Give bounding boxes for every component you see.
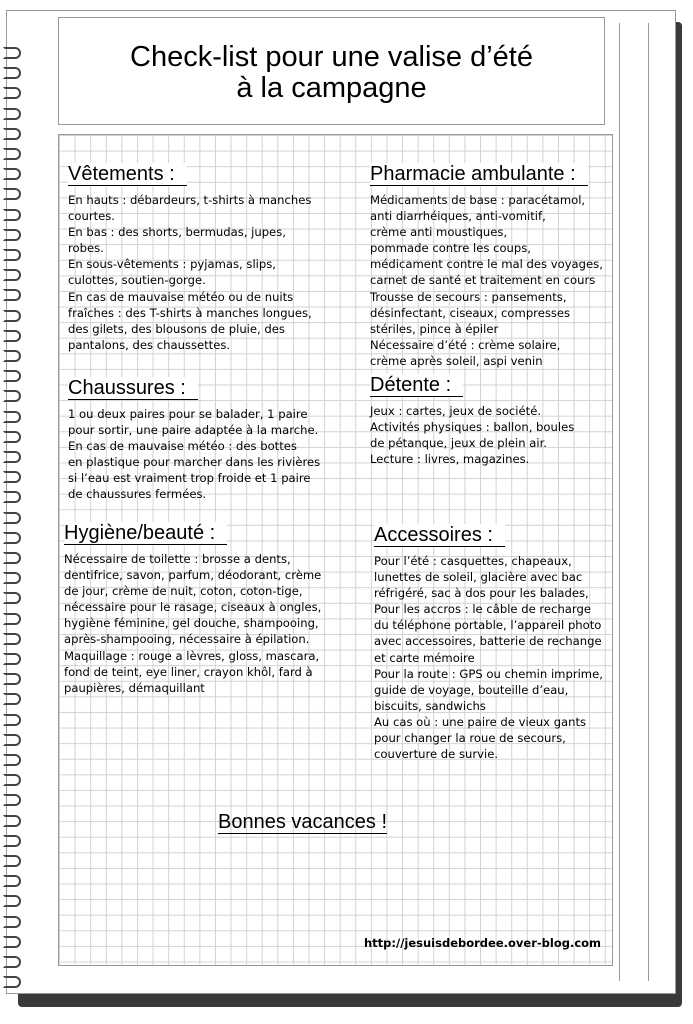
text-line: de chaussures fermées. [68,487,207,502]
binding-ring [3,592,21,604]
binding-ring [3,249,21,261]
binding-ring [3,976,21,988]
binding-ring [3,451,21,463]
text-line: En sous-vêtements : pyjamas, slips, [68,257,276,272]
margin-strip [619,23,649,981]
binding-ring [3,128,21,140]
binding-ring [3,754,21,766]
text-line: médicament contre le mal des voyages, [370,257,603,272]
binding-ring [3,108,21,120]
binding-ring [3,67,21,79]
text-line: carnet de santé et traitement en cours [370,273,596,288]
text-line: Trousse de secours : pansements, [370,289,567,304]
title-line-1: Check-list pour une valise d’été [130,41,533,73]
text-line: culottes, soutien-gorge. [68,273,206,288]
binding-ring [3,613,21,625]
text-line: dentifrice, savon, parfum, déodorant, crème [64,568,322,583]
section-chaussures [68,377,320,503]
binding-ring [3,512,21,524]
text-line: avec accessoires, batterie de rechange [374,634,602,649]
text-line: crème anti moustiques, [370,225,508,240]
binding-ring [3,330,21,342]
text-line: biscuits, sandwichs [374,698,486,713]
text-line: Pour les accros : le câble de recharge [374,602,591,617]
text-line: des gilets, des blousons de pluie, des [68,321,285,336]
text-line: crème après soleil, aspi venin [370,353,543,368]
text-line: courtes. [68,209,115,224]
text-line: couverture de survie. [374,747,499,762]
text-line: pour changer la roue de secours, [374,731,566,746]
title-line-2: à la campagne [236,72,427,104]
section-heading: Accessoires : [374,524,505,547]
text-line: Au cas où : une paire de vieux gants [374,714,587,729]
binding-ring [3,572,21,584]
binding-ring [3,633,21,645]
page-title [59,18,604,104]
text-line: pantalons, des chaussettes. [68,337,231,352]
section-body [64,551,321,696]
section-body [68,192,312,353]
section-detente [370,374,574,467]
section-body [68,406,320,503]
text-line: lunettes de soleil, glacière avec bac [374,570,583,585]
section-heading: Hygiène/beauté : [64,522,227,545]
binding-ring [3,269,21,281]
text-line: Nécessaire de toilette : brosse a dents, [64,552,291,566]
section-body [370,403,574,467]
binding-ring [3,794,21,806]
binding-ring [3,289,21,301]
binding-ring [3,714,21,726]
title-box [58,17,605,125]
binding-ring [3,956,21,968]
text-line: fond de teint, eye liner, crayon khôl, fard à [64,664,313,679]
binding-ring [3,87,21,99]
binding-ring [3,532,21,544]
text-line: En bas : des shorts, bermudas, jupes, [68,225,286,240]
text-line: Activités physiques : ballon, boules [370,420,575,435]
text-line: Nécessaire d’été : crème solaire, [370,337,561,352]
section-vetements [68,163,312,353]
text-line: En hauts : débardeurs, t-shirts à manches [68,193,312,207]
binding-ring [3,895,21,907]
text-line: robes. [68,241,104,256]
text-line: réfrigéré, sac à dos pour les balades, [374,586,589,601]
binding-ring [3,936,21,948]
text-line: en plastique pour marcher dans les rivières [68,455,321,470]
text-line: si l’eau est vraiment trop froide et 1 paire [68,471,311,486]
section-body [370,192,603,369]
section-heading: Pharmacie ambulante : [370,163,588,186]
text-line: et carte mémoire [374,650,475,665]
text-line: Lecture : livres, magazines. [370,452,530,467]
section-pharmacie [370,163,603,369]
binding-ring [3,491,21,503]
section-heading: Chaussures : [68,377,198,400]
binding-ring [3,916,21,928]
binding-ring [3,875,21,887]
binding-ring [3,310,21,322]
binding-ring [3,411,21,423]
text-line: Pour la route : GPS ou chemin imprime, [374,666,603,681]
section-hygiene [64,522,321,696]
section-body [374,553,603,762]
binding-ring [3,855,21,867]
text-line: En cas de mauvaise météo ou de nuits [68,289,294,304]
binding-ring [3,471,21,483]
section-accessoires [374,524,603,762]
text-line: Médicaments de base : paracétamol, [370,193,586,207]
binding-ring [3,390,21,402]
binding-ring [3,734,21,746]
binding-ring [3,229,21,241]
text-line: du téléphone portable, l’appareil photo [374,618,602,633]
binding-ring [3,673,21,685]
text-line: après-shampooing, nécessaire à épilation. [64,632,310,647]
binding-ring [3,653,21,665]
closing-message: Bonnes vacances ! [218,811,387,833]
binding-ring [3,370,21,382]
section-heading: Vêtements : [68,163,187,186]
text-line: de pétanque, jeux de plein air. [370,436,547,451]
text-line: En cas de mauvaise météo : des bottes [68,439,297,454]
text-line: 1 ou deux paires pour se balader, 1 paire [68,407,308,421]
text-line: paupières, démaquillant [64,680,205,695]
binding-ring [3,350,21,362]
text-line: Pour l’été : casquettes, chapeaux, [374,554,572,568]
binding-ring [3,188,21,200]
text-line: fraîches : des T-shirts à manches longues, [68,305,312,320]
binding-ring [3,168,21,180]
binding-ring [3,693,21,705]
text-line: guide de voyage, bouteille d’eau, [374,682,569,697]
text-line: hygiène féminine, gel douche, shampooing, [64,616,319,631]
text-line: de jour, crème de nuit, coton, coton-tige, [64,584,303,599]
text-line: pommade contre les coups, [370,241,531,256]
text-line: nécessaire pour le rasage, ciseaux à ongles, [64,600,322,615]
binding-ring [3,815,21,827]
binding-ring [3,148,21,160]
text-line: stériles, pince à épiler [370,321,499,336]
section-heading: Détente : [370,374,463,397]
text-line: Maquillage : rouge a lèvres, gloss, mascara, [64,648,320,663]
binding-ring [3,835,21,847]
binding-ring [3,774,21,786]
text-line: désinfectant, ciseaux, compresses [370,305,571,320]
binding-ring [3,209,21,221]
blog-url: http://jesuisdebordee.over-blog.com [364,936,602,950]
binding-ring [3,552,21,564]
text-line: pour sortir, une paire adaptée à la marche. [68,423,319,438]
binding-ring [3,47,21,59]
text-line: Jeux : cartes, jeux de société. [370,404,542,418]
text-line: anti diarrhéiques, anti-vomitif, [370,209,546,224]
binding-ring [3,431,21,443]
